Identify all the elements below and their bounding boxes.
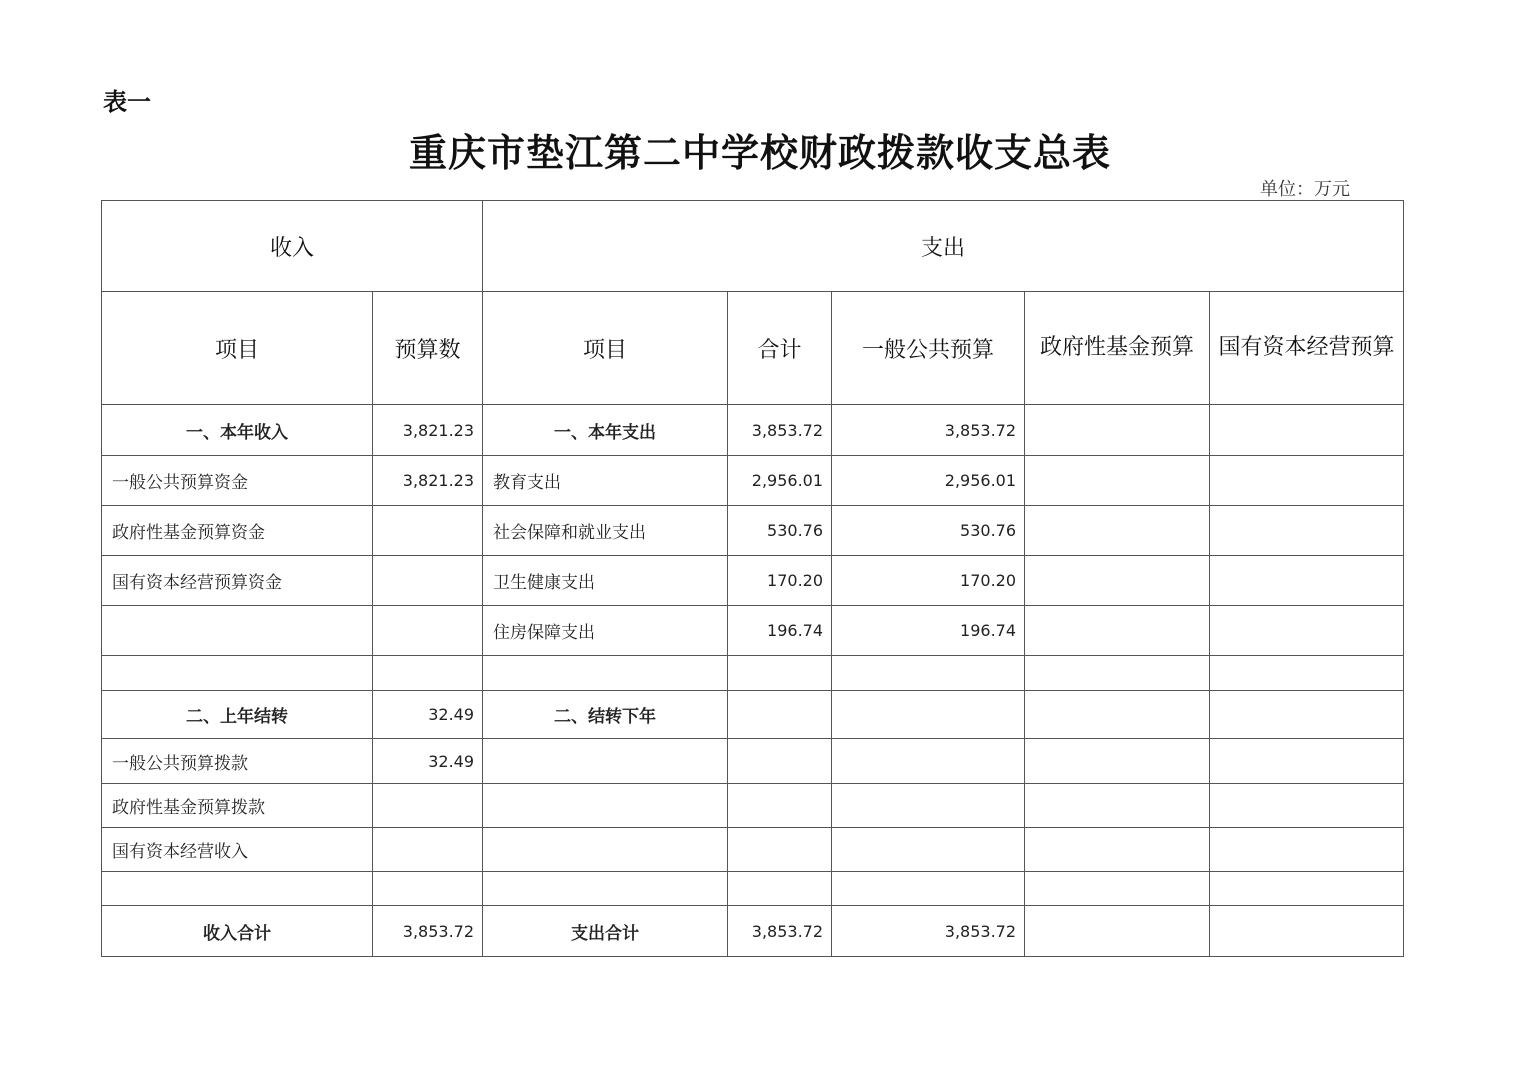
total-value: 196.74 bbox=[728, 606, 832, 656]
general-value: 170.20 bbox=[832, 556, 1025, 606]
expense-item bbox=[483, 784, 728, 828]
capital-value bbox=[1210, 691, 1404, 739]
general-value: 2,956.01 bbox=[832, 456, 1025, 506]
general-value bbox=[832, 739, 1025, 784]
page-title: 重庆市垫江第二中学校财政拨款收支总表 bbox=[408, 130, 1111, 175]
total-value: 530.76 bbox=[728, 506, 832, 556]
income-total-label: 收入合计 bbox=[102, 906, 373, 957]
expense-item: 社会保障和就业支出 bbox=[483, 506, 728, 556]
total-value bbox=[728, 691, 832, 739]
capital-value bbox=[1210, 739, 1404, 784]
fund-value bbox=[1025, 872, 1210, 906]
general-value: 3,853.72 bbox=[832, 405, 1025, 456]
fund-value bbox=[1025, 456, 1210, 506]
expense-item: 教育支出 bbox=[483, 456, 728, 506]
expense-item: 卫生健康支出 bbox=[483, 556, 728, 606]
fund-value bbox=[1025, 656, 1210, 691]
income-item: 政府性基金预算拨款 bbox=[102, 784, 373, 828]
table-row bbox=[102, 506, 1404, 556]
fund-value bbox=[1025, 739, 1210, 784]
total-header: 合计 bbox=[728, 292, 832, 405]
income-value: 3,821.23 bbox=[373, 456, 483, 506]
expense-item bbox=[483, 828, 728, 872]
table-row bbox=[102, 828, 1404, 872]
table-row bbox=[102, 739, 1404, 784]
table-row bbox=[102, 606, 1404, 656]
fund-value bbox=[1025, 556, 1210, 606]
expense-item bbox=[483, 739, 728, 784]
table-row bbox=[102, 656, 1404, 691]
income-item bbox=[102, 656, 373, 691]
income-item: 二、上年结转 bbox=[102, 691, 373, 739]
expense-item bbox=[483, 656, 728, 691]
capital-value bbox=[1210, 556, 1404, 606]
general-budget-header: 一般公共预算 bbox=[832, 292, 1025, 405]
total-value bbox=[728, 828, 832, 872]
income-item: 一般公共预算拨款 bbox=[102, 739, 373, 784]
table-row-total bbox=[102, 906, 1404, 957]
total-value: 3,853.72 bbox=[728, 906, 832, 957]
table-label: 表一 bbox=[103, 88, 151, 116]
income-item: 政府性基金预算资金 bbox=[102, 506, 373, 556]
income-value bbox=[373, 506, 483, 556]
total-value bbox=[728, 784, 832, 828]
income-item-header: 项目 bbox=[102, 292, 373, 405]
income-item: 一、本年收入 bbox=[102, 405, 373, 456]
general-value bbox=[832, 872, 1025, 906]
table-row bbox=[102, 691, 1404, 739]
capital-value bbox=[1210, 456, 1404, 506]
income-budget-header: 预算数 bbox=[373, 292, 483, 405]
income-total-value: 3,853.72 bbox=[373, 906, 483, 957]
income-item bbox=[102, 872, 373, 906]
expense-item-header: 项目 bbox=[483, 292, 728, 405]
income-value bbox=[373, 606, 483, 656]
table-row bbox=[102, 872, 1404, 906]
table-row bbox=[102, 784, 1404, 828]
table-body bbox=[102, 405, 1404, 957]
income-value bbox=[373, 784, 483, 828]
general-value bbox=[832, 656, 1025, 691]
income-value: 32.49 bbox=[373, 691, 483, 739]
capital-value bbox=[1210, 784, 1404, 828]
capital-value bbox=[1210, 506, 1404, 556]
expense-header: 支出 bbox=[483, 201, 1404, 292]
fund-value bbox=[1025, 784, 1210, 828]
table-row bbox=[102, 405, 1404, 456]
income-value bbox=[373, 872, 483, 906]
table-row bbox=[102, 556, 1404, 606]
fund-value bbox=[1025, 691, 1210, 739]
income-item: 国有资本经营收入 bbox=[102, 828, 373, 872]
income-value bbox=[373, 656, 483, 691]
unit-label: 单位：万元 bbox=[1260, 179, 1350, 200]
fund-value bbox=[1025, 828, 1210, 872]
fund-value bbox=[1025, 606, 1210, 656]
general-value bbox=[832, 691, 1025, 739]
capital-value bbox=[1210, 656, 1404, 691]
general-value: 196.74 bbox=[832, 606, 1025, 656]
expense-item: 一、本年支出 bbox=[483, 405, 728, 456]
capital-value bbox=[1210, 828, 1404, 872]
gov-fund-header: 政府性基金预算 bbox=[1025, 292, 1210, 405]
table-row bbox=[102, 456, 1404, 506]
income-item: 一般公共预算资金 bbox=[102, 456, 373, 506]
fund-value bbox=[1025, 906, 1210, 957]
fund-value bbox=[1025, 405, 1210, 456]
total-value: 3,853.72 bbox=[728, 405, 832, 456]
capital-value bbox=[1210, 405, 1404, 456]
fund-value bbox=[1025, 506, 1210, 556]
expense-item: 住房保障支出 bbox=[483, 606, 728, 656]
capital-value bbox=[1210, 872, 1404, 906]
expense-total-label: 支出合计 bbox=[483, 906, 728, 957]
general-value: 3,853.72 bbox=[832, 906, 1025, 957]
general-value bbox=[832, 784, 1025, 828]
general-value bbox=[832, 828, 1025, 872]
income-value: 3,821.23 bbox=[373, 405, 483, 456]
income-item bbox=[102, 606, 373, 656]
total-value: 170.20 bbox=[728, 556, 832, 606]
capital-value bbox=[1210, 606, 1404, 656]
income-header: 收入 bbox=[102, 201, 483, 292]
total-value bbox=[728, 656, 832, 691]
total-value bbox=[728, 872, 832, 906]
expense-item bbox=[483, 872, 728, 906]
state-capital-header: 国有资本经营预算 bbox=[1210, 292, 1404, 405]
general-value: 530.76 bbox=[832, 506, 1025, 556]
expense-item: 二、结转下年 bbox=[483, 691, 728, 739]
income-value: 32.49 bbox=[373, 739, 483, 784]
income-value bbox=[373, 556, 483, 606]
capital-value bbox=[1210, 906, 1404, 957]
total-value: 2,956.01 bbox=[728, 456, 832, 506]
income-value bbox=[373, 828, 483, 872]
budget-summary-table bbox=[101, 200, 1404, 957]
total-value bbox=[728, 739, 832, 784]
income-item: 国有资本经营预算资金 bbox=[102, 556, 373, 606]
